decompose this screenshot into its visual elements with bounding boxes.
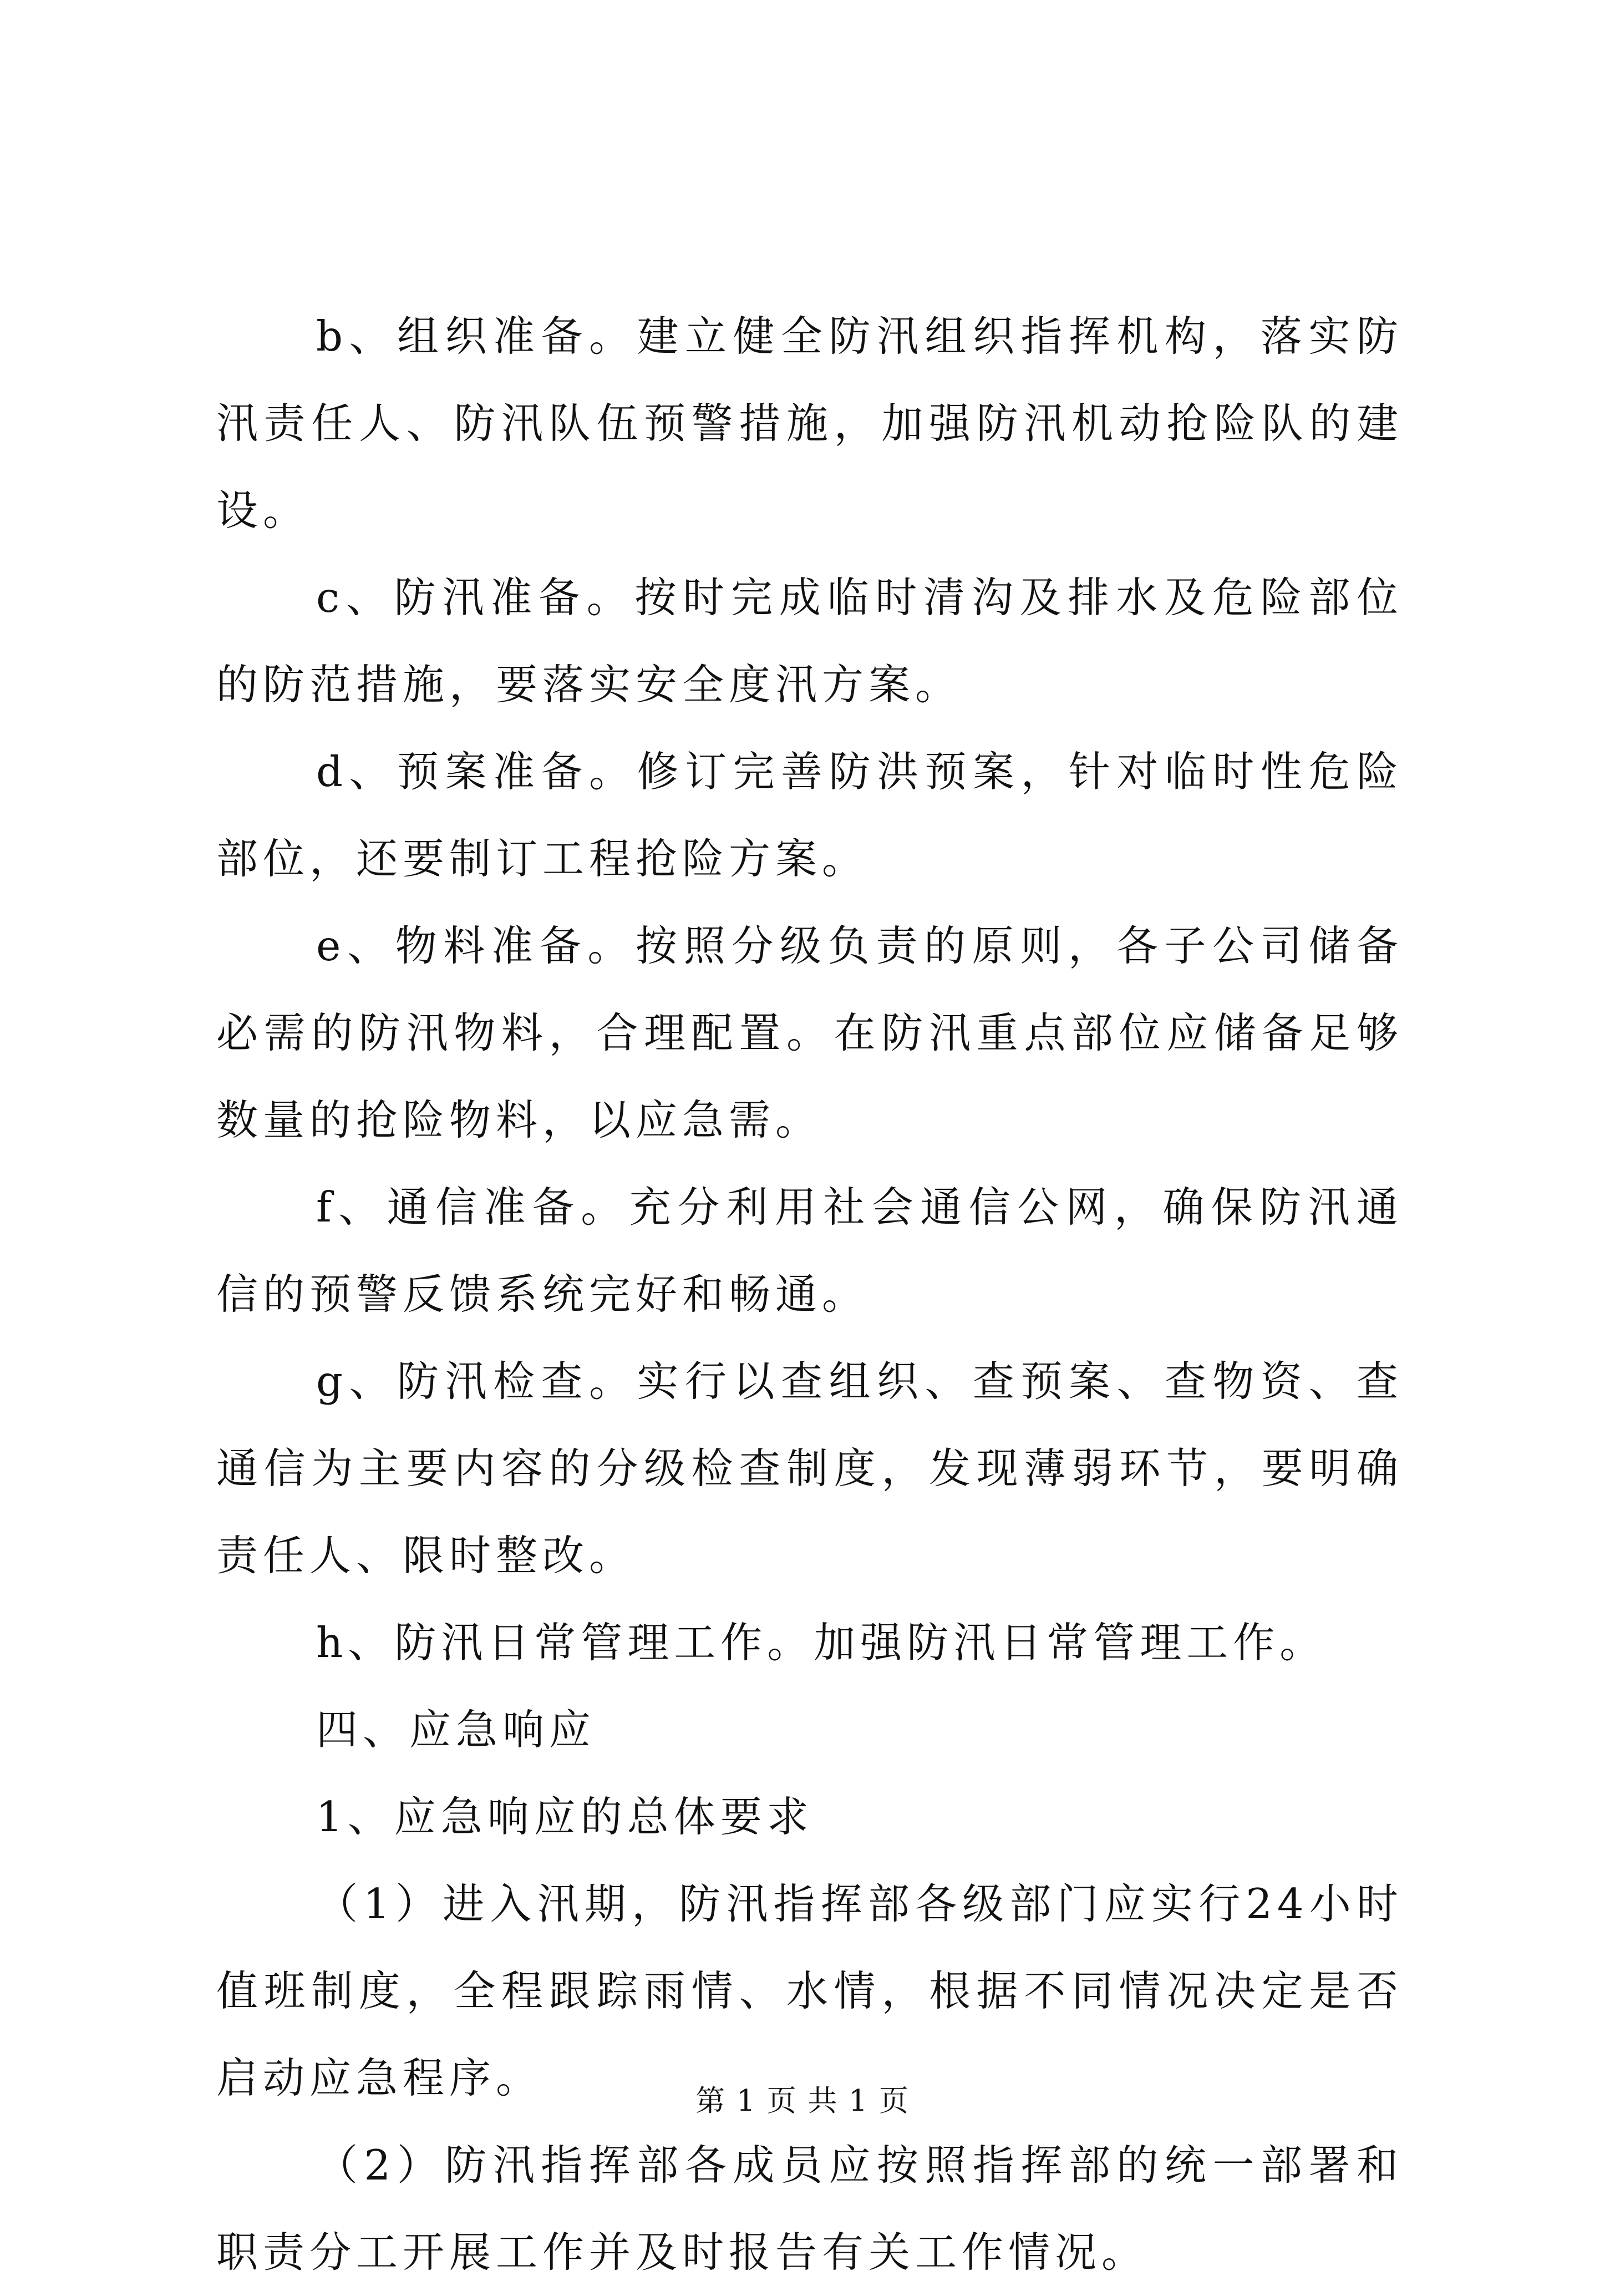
paragraph-flood-inspection: g、防汛检查。实行以查组织、查预案、查物资、查通信为主要内容的分级检查制度，发现薄弱环节，要明确责任人、限时整改。	[216, 1357, 1403, 1580]
paragraph-material-prep: e、物料准备。按照分级负责的原则，各子公司储备必需的防汛物料，合理配置。在防汛重点部位应储备足够数量的抢险物料，以应急需。	[216, 921, 1403, 1144]
section-heading-emergency-response: 四、应急响应	[316, 1705, 596, 1754]
paragraph-flood-prep: c、防汛准备。按时完成临时清沟及排水及危险部位的防范措施，要落实安全度汛方案。	[216, 573, 1403, 709]
paragraph-comm-prep: f、通信准备。充分利用社会通信公网，确保防汛通信的预警反馈系统完好和畅通。	[216, 1183, 1403, 1319]
paragraph-plan-prep: d、预案准备。修订完善防洪预案，针对临时性危险部位，还要制订工程抢险方案。	[216, 747, 1403, 883]
paragraph-daily-management: h、防汛日常管理工作。加强防汛日常管理工作。	[316, 1618, 1327, 1667]
page-footer	[0, 2079, 1605, 2123]
paragraph-item-1: （1）进入汛期，防汛指挥部各级部门应实行24小时值班制度，全程跟踪雨情、水情，根据不同情况决定是否启动应急程序。	[216, 1879, 1403, 2102]
paragraph-org-prep: b、组织准备。建立健全防汛组织指挥机构，落实防汛责任人、防汛队伍预警措施，加强防汛机动抢险队的建设。	[216, 312, 1403, 535]
page-number-label: 第 1 页 共 1 页	[695, 2084, 910, 2118]
subsection-heading-general-requirements: 1、应急响应的总体要求	[316, 1792, 814, 1841]
paragraph-item-2: （2）防汛指挥部各成员应按照指挥部的统一部署和职责分工开展工作并及时报告有关工作情况。	[216, 2141, 1403, 2277]
document-body	[216, 293, 1403, 2296]
